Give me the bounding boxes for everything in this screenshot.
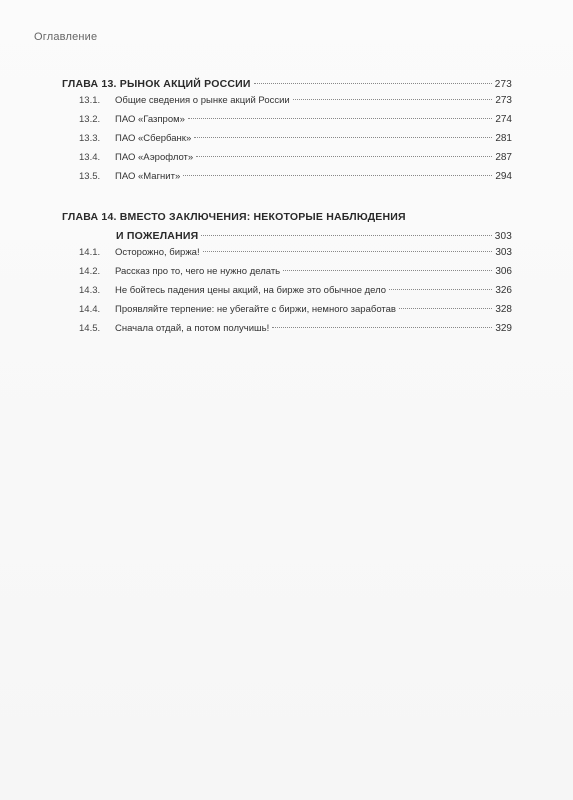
toc-entry[interactable] [79, 133, 512, 152]
dot-leader [203, 251, 493, 252]
section-title: Сначала отдай, а потом получишь! [115, 323, 270, 334]
section-title: Осторожно, биржа! [115, 247, 200, 258]
section-page-number: 287 [495, 152, 512, 163]
dot-leader [254, 83, 492, 84]
toc-entry[interactable] [79, 304, 512, 323]
section-number: 14.1. [79, 247, 101, 258]
section-number: 13.1. [79, 95, 101, 106]
chapter-title: РЫНОК АКЦИЙ РОССИИ [119, 78, 251, 90]
section-title: ПАО «Магнит» [115, 171, 181, 182]
section-title: Рассказ про то, чего не нужно делать [115, 266, 281, 277]
dot-leader [196, 156, 492, 157]
section-title: Не бойтесь падения цены акций, на бирже это обычное дело [115, 285, 387, 296]
section-title: Общие сведения о рынке акций России [115, 95, 290, 106]
section-page-number: 274 [495, 114, 512, 125]
chapter-heading-line1 [62, 211, 512, 223]
section-number: 13.3. [79, 133, 101, 144]
chapter-heading [62, 78, 512, 90]
section-title: ПАО «Аэрофлот» [115, 152, 194, 163]
section-list [79, 95, 512, 190]
toc-entry[interactable] [79, 247, 512, 266]
dot-leader [389, 289, 492, 290]
section-title: Проявляйте терпение: не убегайте с биржи, немного заработав [115, 304, 396, 315]
section-page-number: 306 [495, 266, 512, 277]
section-title: ПАО «Газпром» [115, 114, 185, 125]
section-page-number: 273 [495, 95, 512, 106]
dot-leader [272, 327, 492, 328]
section-number: 14.2. [79, 266, 101, 277]
dot-leader [201, 235, 491, 236]
section-title: ПАО «Сбербанк» [115, 133, 192, 144]
dot-leader [293, 99, 493, 100]
running-head: Оглавление [34, 31, 98, 43]
section-list [79, 247, 512, 342]
section-page-number: 326 [495, 285, 512, 296]
toc-entry[interactable] [79, 114, 512, 133]
chapter-title-continued: И ПОЖЕЛАНИЯ [116, 230, 199, 242]
section-number: 13.5. [79, 171, 101, 182]
toc-entry[interactable] [79, 323, 512, 342]
toc-entry[interactable] [79, 152, 512, 171]
section-number: 13.4. [79, 152, 101, 163]
section-page-number: 329 [495, 323, 512, 334]
chapter-label: ГЛАВА 14. [62, 211, 117, 223]
chapter-label: ГЛАВА 13. [62, 78, 117, 90]
dot-leader [188, 118, 492, 119]
section-number: 14.3. [79, 285, 101, 296]
chapter-14 [62, 211, 512, 342]
toc-entry[interactable] [79, 285, 512, 304]
chapter-title: ВМЕСТО ЗАКЛЮЧЕНИЯ: НЕКОТОРЫЕ НАБЛЮДЕНИЯ [119, 211, 406, 223]
chapter-page-number: 273 [494, 79, 512, 90]
section-page-number: 303 [495, 247, 512, 258]
chapter-13 [62, 78, 512, 190]
section-number: 14.4. [79, 304, 101, 315]
toc-entry[interactable] [79, 171, 512, 190]
dot-leader [194, 137, 492, 138]
section-page-number: 294 [495, 171, 512, 182]
dot-leader [183, 175, 492, 176]
section-page-number: 328 [495, 304, 512, 315]
dot-leader [399, 308, 492, 309]
toc-entry[interactable] [79, 266, 512, 285]
section-page-number: 281 [495, 133, 512, 144]
chapter-heading-line2 [62, 230, 512, 242]
dot-leader [283, 270, 492, 271]
section-number: 14.5. [79, 323, 101, 334]
toc-entry[interactable] [79, 95, 512, 114]
section-number: 13.2. [79, 114, 101, 125]
chapter-page-number: 303 [494, 231, 512, 242]
